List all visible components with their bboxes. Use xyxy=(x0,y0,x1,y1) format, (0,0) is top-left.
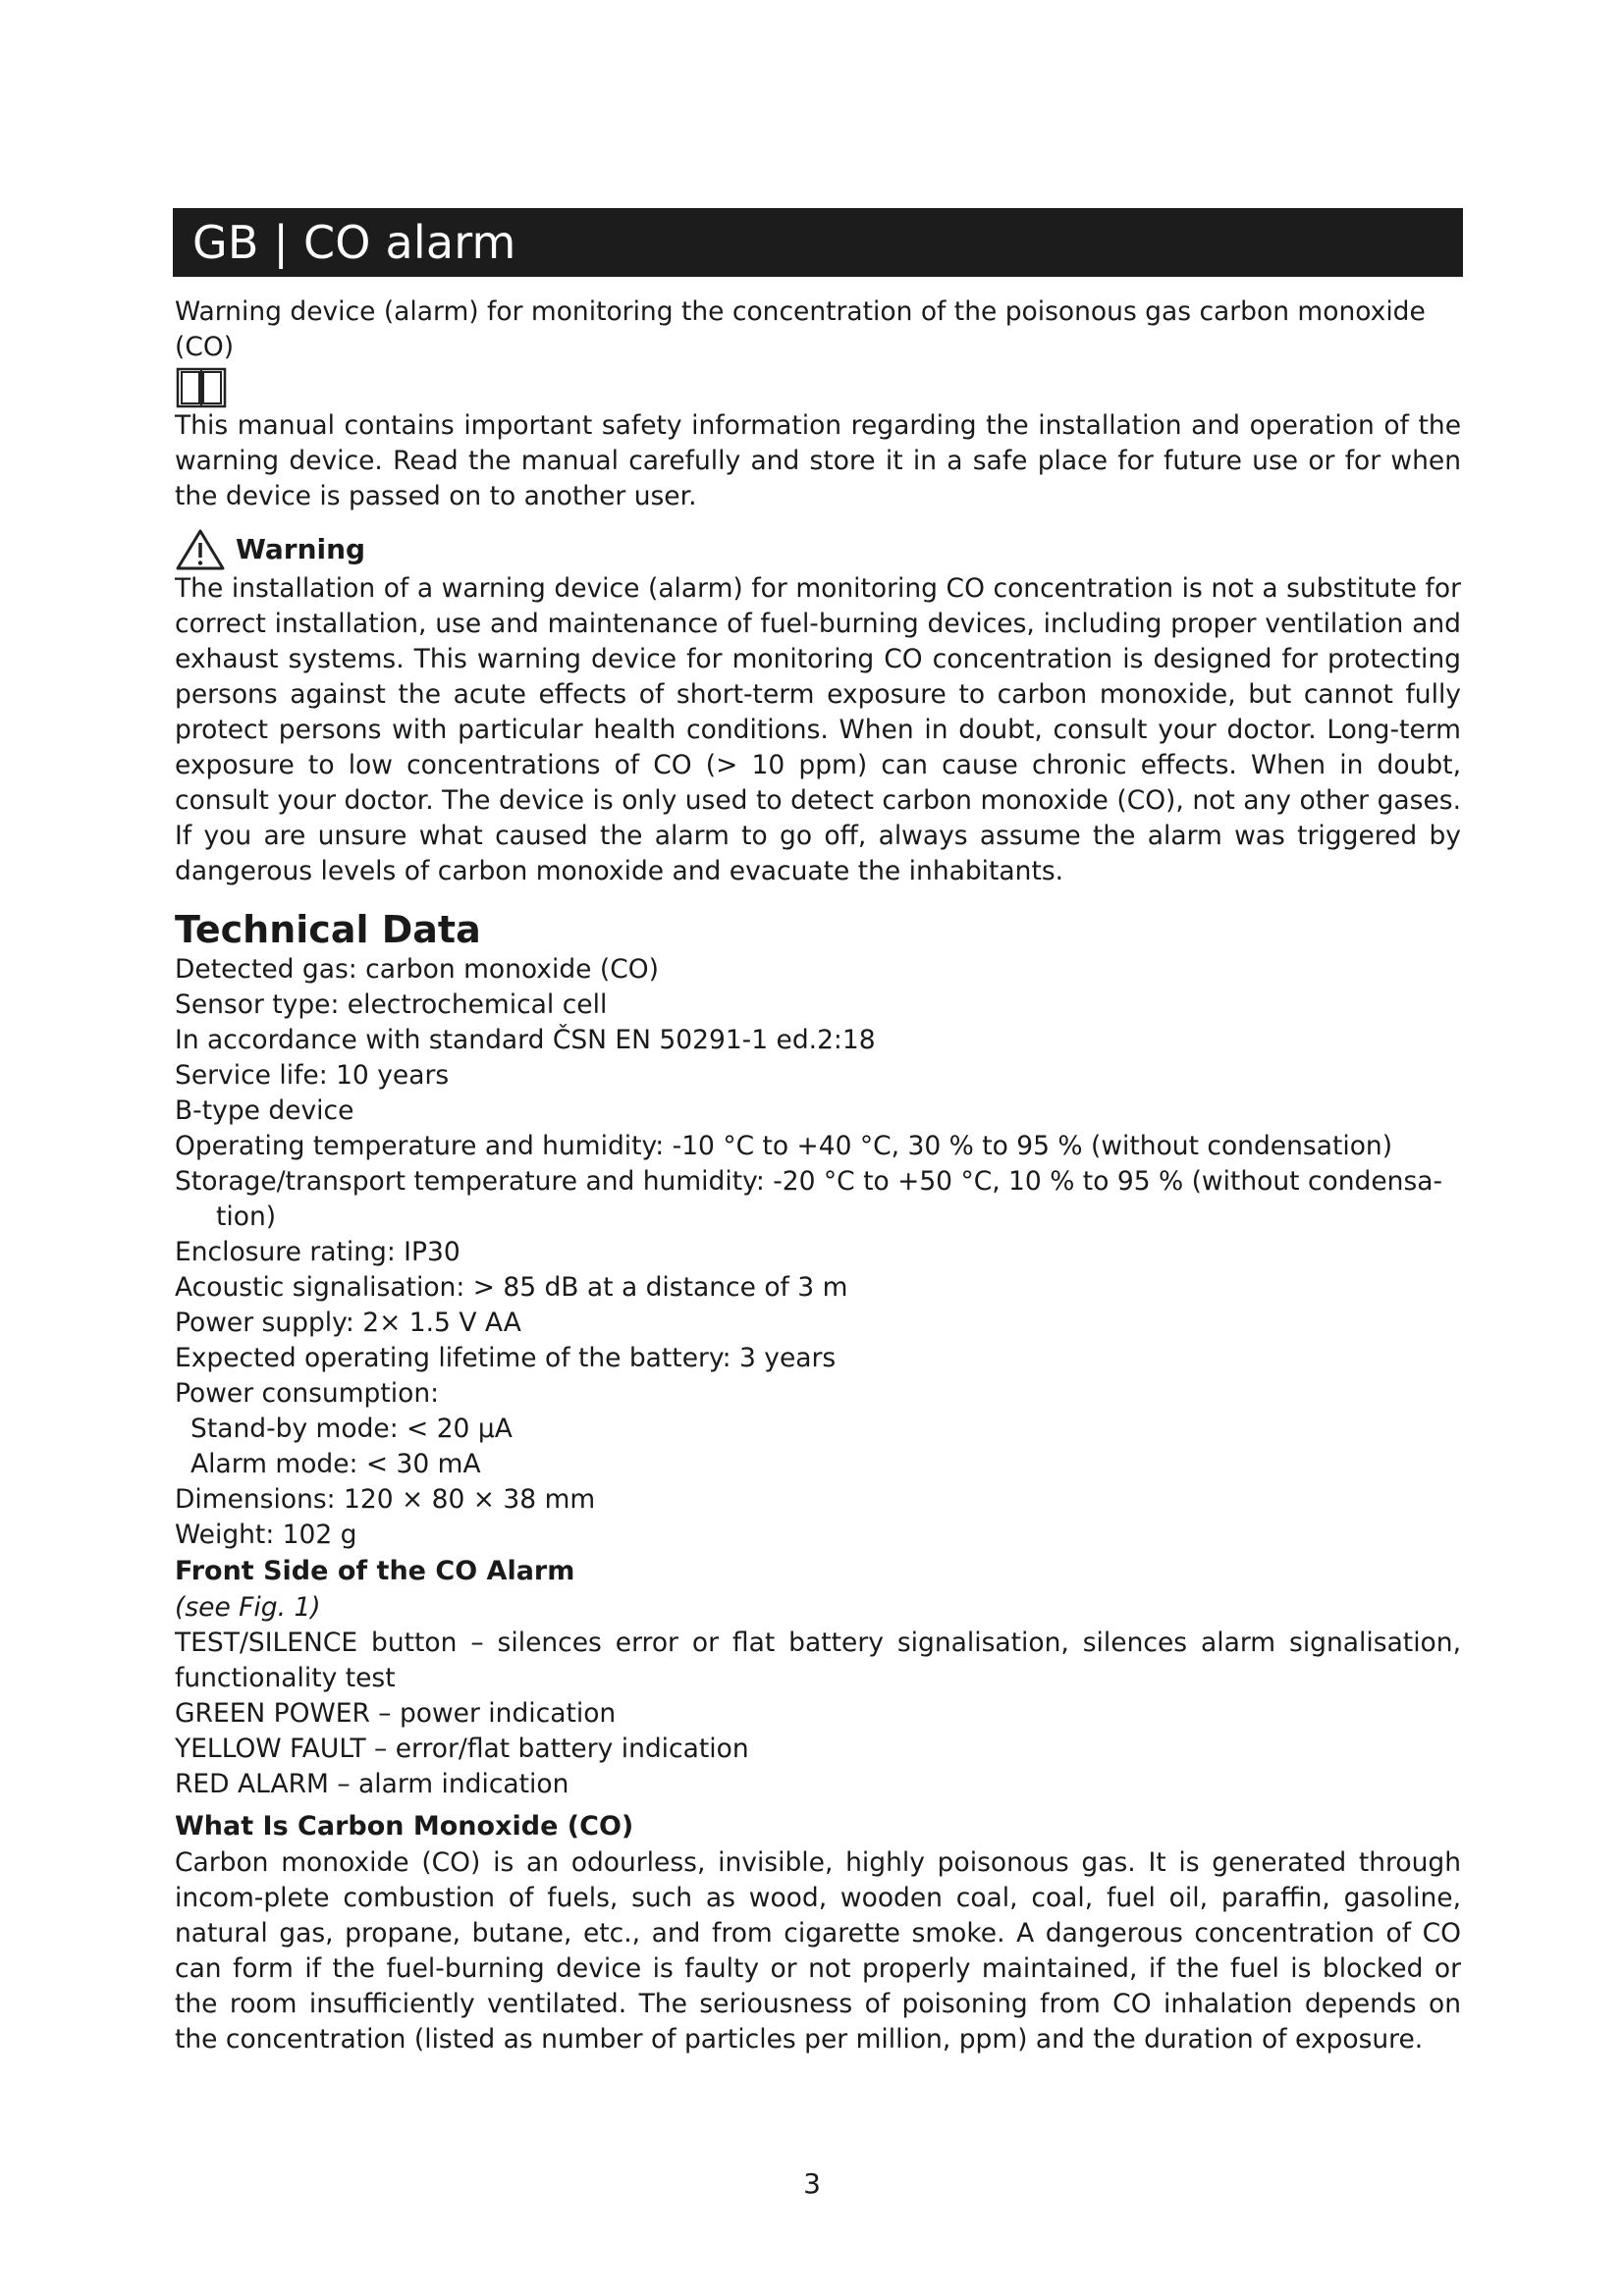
list-item: Expected operating lifetime of the battery: 3 years xyxy=(175,1343,837,1373)
what-is-co-text: Carbon monoxide (CO) is an odourless, invisible, highly poisonous gas. It is generated through incom-plete combustion of fuels, such as wood, wooden coal, coal, fuel oil, paraffin, gasoline, natural gas, propane, butane, etc., and from cigarette smoke. A dangerous concentration of CO can form if the fuel-burning device is faulty or not properly maintained, if the fuel is blocked or the room insufficiently ventilated. The seriousness of poisoning from CO inhalation depends on the concentration (listed as number of particles per million, ppm) and the duration of exposure. xyxy=(175,1847,1461,2055)
warning-heading xyxy=(175,528,1461,571)
green-power-description: GREEN POWER – power indication xyxy=(175,1698,617,1729)
yellow-fault-description: YELLOW FAULT – error/flat battery indication xyxy=(175,1734,749,1764)
list-item: Detected gas: carbon monoxide (CO) xyxy=(175,954,659,985)
list-item: Service life: 10 years xyxy=(175,1060,450,1091)
list-item: Acoustic signalisation: > 85 dB at a distance of 3 m xyxy=(175,1272,848,1303)
list-item: Dimensions: 120 × 80 × 38 mm xyxy=(175,1484,596,1515)
page-title: GB | CO alarm xyxy=(173,208,1463,277)
list-item: Storage/transport temperature and humidity: -20 °C to +50 °C, 10 % to 95 % (without condensa-tion) xyxy=(175,1166,1443,1232)
red-alarm-description: RED ALARM – alarm indication xyxy=(175,1769,569,1799)
warning-label: Warning xyxy=(236,533,366,565)
list-item: Weight: 102 g xyxy=(175,1520,357,1550)
list-item: Power consumption: xyxy=(175,1378,440,1409)
manual-notice: This manual contains important safety information regarding the installation and operation of the warning device. Read the manual carefully and store it in a safe place for future use or for when the device is passed on to another user. xyxy=(175,410,1461,511)
intro-subtitle: Warning device (alarm) for monitoring the concentration of the poisonous gas carbon monoxide (CO) xyxy=(175,296,1426,362)
technical-data-heading: Technical Data xyxy=(175,908,481,951)
technical-data-list xyxy=(175,952,1461,1553)
what-is-co-heading: What Is Carbon Monoxide (CO) xyxy=(175,1811,634,1842)
open-book-icon xyxy=(175,367,228,408)
content-body xyxy=(175,294,1461,2057)
list-item: Operating temperature and humidity: -10 °C to +40 °C, 30 % to 95 % (without condensation) xyxy=(175,1131,1393,1161)
test-silence-description: TEST/SILENCE button – silences error or flat battery signalisation, silences alarm signalisation, functionality test xyxy=(175,1628,1461,1693)
list-item: In accordance with standard ČSN EN 50291-1 ed.2:18 xyxy=(175,1025,876,1055)
list-item: Alarm mode: < 30 mA xyxy=(190,1449,481,1479)
list-item: Enclosure rating: IP30 xyxy=(175,1237,460,1267)
page-number: 3 xyxy=(803,2167,821,2200)
list-item: Sensor type: electrochemical cell xyxy=(175,989,608,1020)
list-item: Power supply: 2× 1.5 V AA xyxy=(175,1308,521,1338)
warning-text: The installation of a warning device (alarm) for monitoring CO concentration is not a substitute for correct installation, use and maintenance of fuel-burning devices, including proper ventilation and exhaust systems. This warning device for monitoring CO concentration is designed for protecting persons against the acute effects of short-term exposure to carbon monoxide, but cannot fully protect persons with particular health conditions. When in doubt, consult your doctor. Long-term exposure to low concentrations of CO (> 10 ppm) can cause chronic effects. When in doubt, consult your doctor. The device is only used to detect carbon monoxide (CO), not any other gases. If you are unsure what caused the alarm to go off, always assume the alarm was triggered by dangerous levels of carbon monoxide and evacuate the inhabitants. xyxy=(175,573,1461,886)
front-side-heading: Front Side of the CO Alarm xyxy=(175,1556,575,1586)
list-item: B-type device xyxy=(175,1095,354,1126)
figure-reference: (see Fig. 1) xyxy=(175,1592,321,1623)
list-item: Stand-by mode: < 20 µA xyxy=(190,1414,513,1444)
warning-triangle-icon xyxy=(175,528,226,571)
